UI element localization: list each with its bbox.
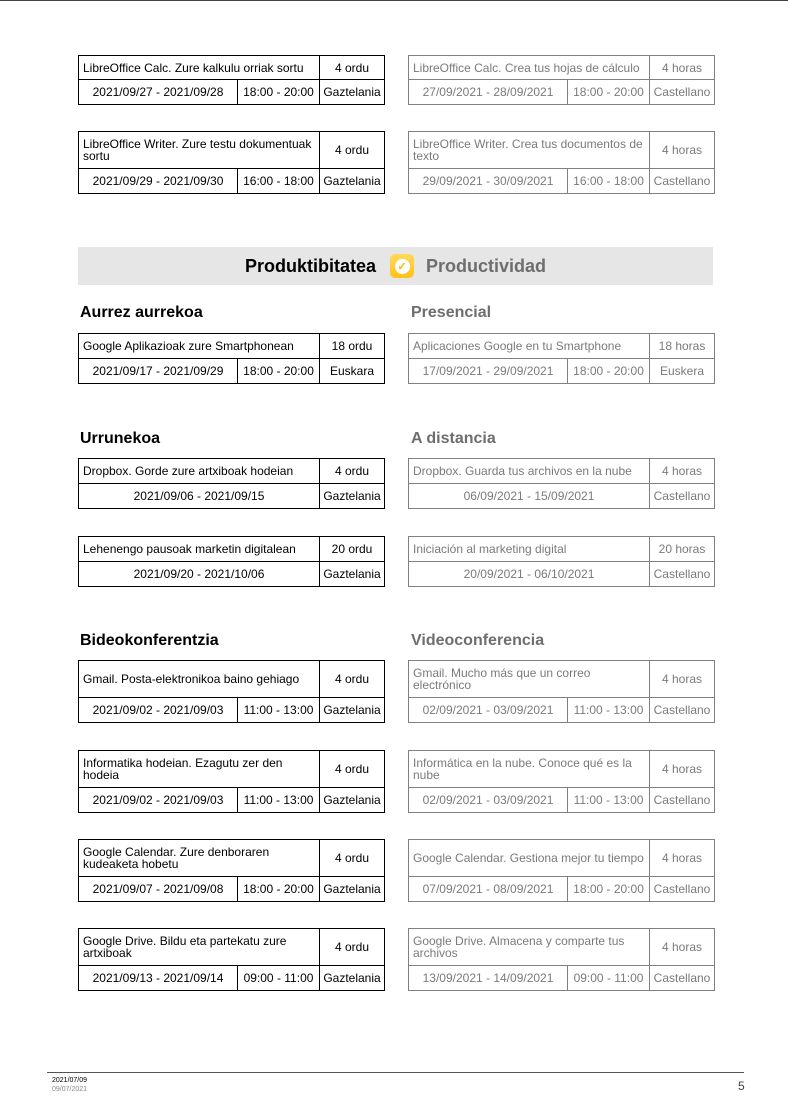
course-title: Gmail. Posta-elektronikoa baino gehiago (79, 661, 320, 698)
course-language: Gaztelania (320, 169, 385, 194)
course-card-es (408, 131, 715, 194)
course-title: LibreOffice Calc. Crea tus hojas de cálculo (409, 56, 650, 80)
course-hours: 20 horas (650, 537, 715, 562)
course-title: Iniciación al marketing digital (409, 537, 650, 562)
course-card-es (408, 55, 715, 105)
course-time: 11:00 - 13:00 (568, 698, 650, 723)
course-time: 18:00 - 20:00 (238, 359, 320, 384)
course-card-es (408, 660, 715, 723)
course-hours: 4 horas (650, 56, 715, 80)
footer-divider (47, 1072, 744, 1073)
section-title-es: Productividad (426, 255, 547, 276)
course-language: Castellano (650, 698, 715, 723)
course-dates: 17/09/2021 - 29/09/2021 (409, 359, 568, 384)
course-time: 11:00 - 13:00 (238, 698, 320, 723)
course-language: Euskara (320, 359, 385, 384)
course-hours: 4 horas (650, 661, 715, 698)
course-time: 16:00 - 18:00 (238, 169, 320, 194)
course-time: 16:00 - 18:00 (568, 169, 650, 194)
course-dates: 2021/09/13 - 2021/09/14 (79, 966, 238, 991)
course-hours: 4 ordu (320, 751, 385, 788)
course-language: Castellano (650, 877, 715, 902)
course-language: Euskera (650, 359, 715, 384)
course-card-eu (78, 750, 385, 813)
course-card-eu (78, 458, 385, 509)
course-dates: 2021/09/02 - 2021/09/03 (79, 698, 238, 723)
course-hours: 18 ordu (320, 334, 385, 359)
course-language: Gaztelania (320, 966, 385, 991)
course-language: Gaztelania (320, 80, 385, 105)
course-language: Castellano (650, 562, 715, 587)
subsection-title-eu: Bideokonferentzia (80, 632, 219, 649)
course-hours: 4 horas (650, 132, 715, 169)
course-title: Google Calendar. Zure denboraren kudeaketa hobetu (79, 840, 320, 877)
course-title: Informatika hodeian. Ezagutu zer den hodeia (79, 751, 320, 788)
section-header (78, 247, 713, 285)
course-title: Gmail. Mucho más que un correo electrónico (409, 661, 650, 698)
course-card-es (408, 536, 715, 587)
course-language: Gaztelania (320, 562, 385, 587)
course-hours: 4 ordu (320, 840, 385, 877)
course-card-eu (78, 55, 385, 105)
course-time: 18:00 - 20:00 (568, 359, 650, 384)
course-hours: 4 horas (650, 840, 715, 877)
course-dates: 2021/09/02 - 2021/09/03 (79, 788, 238, 813)
course-hours: 4 ordu (320, 459, 385, 484)
course-card-eu (78, 928, 385, 991)
course-card-es (408, 839, 715, 902)
course-card-es (408, 333, 715, 384)
course-hours: 4 horas (650, 459, 715, 484)
course-title: Google Calendar. Gestiona mejor tu tiempo (409, 840, 650, 877)
course-time: 11:00 - 13:00 (238, 788, 320, 813)
checkmark-badge-icon: ✓ (390, 254, 414, 278)
course-hours: 4 horas (650, 929, 715, 966)
course-time: 11:00 - 13:00 (568, 788, 650, 813)
subsection-title-es: Videoconferencia (411, 632, 545, 649)
course-card-es (408, 750, 715, 813)
course-title: LibreOffice Writer. Crea tus documentos de texto (409, 132, 650, 169)
course-dates: 2021/09/06 - 2021/09/15 (79, 484, 320, 509)
course-card-eu (78, 660, 385, 723)
course-time: 18:00 - 20:00 (568, 877, 650, 902)
subsection-title-eu: Urrunekoa (80, 430, 161, 447)
course-hours: 4 ordu (320, 929, 385, 966)
course-dates: 06/09/2021 - 15/09/2021 (409, 484, 650, 509)
course-card-eu (78, 131, 385, 194)
course-hours: 18 horas (650, 334, 715, 359)
course-language: Gaztelania (320, 698, 385, 723)
course-dates: 27/09/2021 - 28/09/2021 (409, 80, 568, 105)
subsection-title-es: A distancia (411, 430, 496, 447)
course-dates: 2021/09/20 - 2021/10/06 (79, 562, 320, 587)
course-hours: 20 ordu (320, 537, 385, 562)
course-title: LibreOffice Calc. Zure kalkulu orriak sortu (79, 56, 320, 80)
course-time: 18:00 - 20:00 (568, 80, 650, 105)
course-title: Dropbox. Guarda tus archivos en la nube (409, 459, 650, 484)
course-dates: 02/09/2021 - 03/09/2021 (409, 788, 568, 813)
course-time: 18:00 - 20:00 (238, 80, 320, 105)
subsection-title-es: Presencial (411, 304, 492, 321)
course-title: Lehenengo pausoak marketin digitalean (79, 537, 320, 562)
course-hours: 4 horas (650, 751, 715, 788)
course-title: Informática en la nube. Conoce qué es la nube (409, 751, 650, 788)
course-dates: 29/09/2021 - 30/09/2021 (409, 169, 568, 194)
course-dates: 2021/09/27 - 2021/09/28 (79, 80, 238, 105)
footer-date-es: 09/07/2021 (52, 1086, 88, 1093)
course-card-eu (78, 333, 385, 384)
course-title: LibreOffice Writer. Zure testu dokumentuak sortu (79, 132, 320, 169)
course-card-es (408, 928, 715, 991)
subsection-title-eu: Aurrez aurrekoa (80, 304, 203, 321)
page-number: 5 (738, 1079, 745, 1093)
course-title: Dropbox. Gorde zure artxiboak hodeian (79, 459, 320, 484)
course-dates: 2021/09/07 - 2021/09/08 (79, 877, 238, 902)
course-language: Castellano (650, 484, 715, 509)
course-language: Castellano (650, 169, 715, 194)
course-dates: 02/09/2021 - 03/09/2021 (409, 698, 568, 723)
course-hours: 4 ordu (320, 132, 385, 169)
course-language: Gaztelania (320, 877, 385, 902)
course-hours: 4 ordu (320, 661, 385, 698)
course-dates: 20/09/2021 - 06/10/2021 (409, 562, 650, 587)
course-time: 09:00 - 11:00 (238, 966, 320, 991)
course-hours: 4 ordu (320, 56, 385, 80)
course-dates: 2021/09/29 - 2021/09/30 (79, 169, 238, 194)
course-card-eu (78, 536, 385, 587)
course-card-eu (78, 839, 385, 902)
section-title-eu: Produktibitatea (244, 255, 376, 276)
course-title: Google Aplikazioak zure Smartphonean (79, 334, 320, 359)
course-language: Castellano (650, 80, 715, 105)
course-dates: 13/09/2021 - 14/09/2021 (409, 966, 568, 991)
course-language: Gaztelania (320, 484, 385, 509)
course-language: Castellano (650, 788, 715, 813)
footer-date-eu: 2021/07/09 (52, 1077, 88, 1084)
course-language: Castellano (650, 966, 715, 991)
page-top-border (0, 0, 788, 1)
course-title: Aplicaciones Google en tu Smartphone (409, 334, 650, 359)
course-dates: 2021/09/17 - 2021/09/29 (79, 359, 238, 384)
course-title: Google Drive. Bildu eta partekatu zure artxiboak (79, 929, 320, 966)
course-dates: 07/09/2021 - 08/09/2021 (409, 877, 568, 902)
course-time: 09:00 - 11:00 (568, 966, 650, 991)
course-language: Gaztelania (320, 788, 385, 813)
course-title: Google Drive. Almacena y comparte tus archivos (409, 929, 650, 966)
course-card-es (408, 458, 715, 509)
course-time: 18:00 - 20:00 (238, 877, 320, 902)
